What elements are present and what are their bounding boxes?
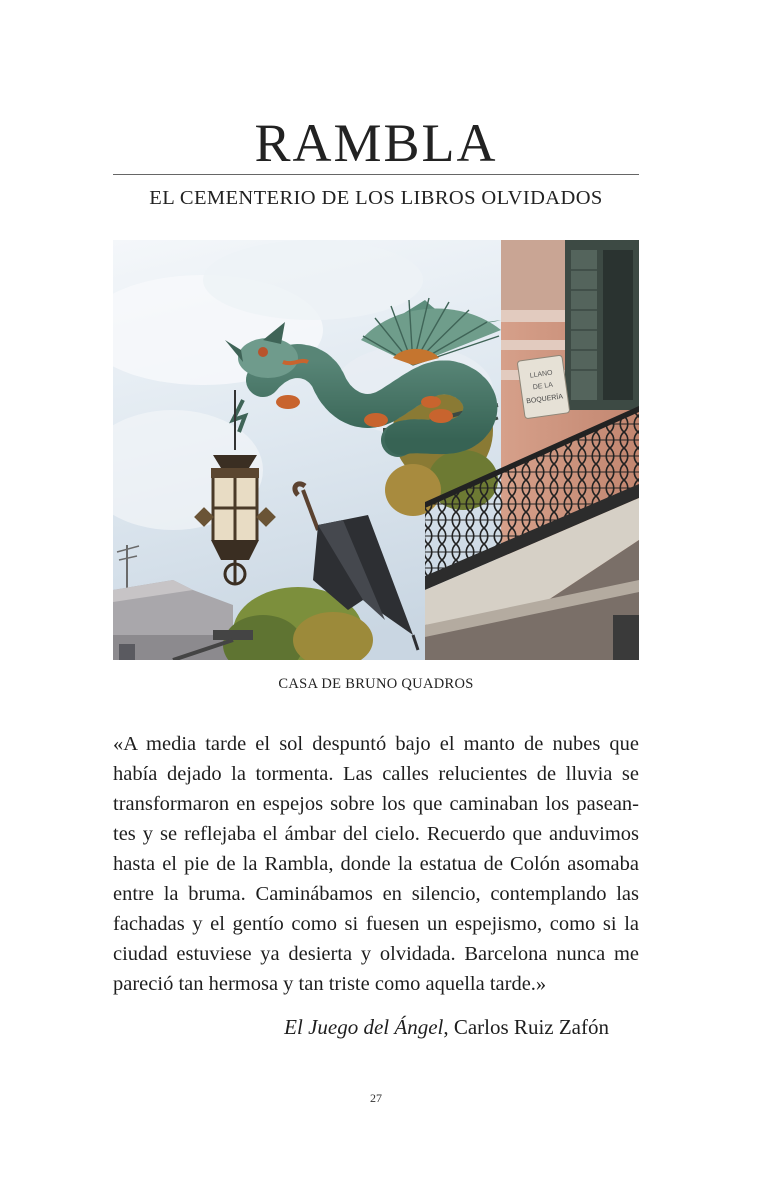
quote-line: fachadas y el gentío como si fuesen un espejismo, como si la [113, 913, 639, 935]
quote-line: «A media tarde el sol despuntó bajo el manto de nubes que [113, 733, 639, 755]
street-sign-line-2: DE LA [532, 381, 554, 392]
dragon-lamp-photo [113, 240, 639, 660]
attribution-separator: , [443, 1015, 454, 1039]
quote-attribution [113, 1015, 609, 1040]
quote-block [113, 729, 639, 999]
quote-line: pareció tan hermosa y tan triste como aquella tarde.» [113, 973, 547, 995]
page-subtitle: EL CEMENTERIO DE LOS LIBROS OLVIDADOS [149, 187, 603, 209]
quote-line: entre la bruma. Caminábamos en silencio, contemplando las [113, 883, 639, 905]
quote-line: había dejado la tormenta. Las calles relucientes de lluvia se [113, 763, 639, 785]
quote-line: hasta el pie de la Rambla, donde la estatua de Colón asomaba [113, 853, 639, 875]
street-sign-line-1: LLANO [529, 369, 554, 380]
page-number: 27 [370, 1091, 382, 1105]
title-divider [113, 174, 639, 175]
author-name: Carlos Ruiz Zafón [453, 1015, 609, 1039]
work-title: El Juego del Ángel [284, 1015, 444, 1039]
figure-caption: CASA DE BRUNO QUADROS [278, 676, 474, 692]
quote-line: ciudad estuviese ya desierta y olvidada. Barcelona nunca me [113, 943, 639, 965]
quote-line: tes y se reflejaba el ámbar del cielo. Recuerdo que anduvimos [113, 823, 639, 845]
quote-line: transformaron en espejos sobre los que caminaban los pasean- [113, 793, 639, 815]
street-sign-line-3: BOQUERÍA [525, 393, 564, 406]
page-title: RAMBLA [254, 113, 498, 173]
